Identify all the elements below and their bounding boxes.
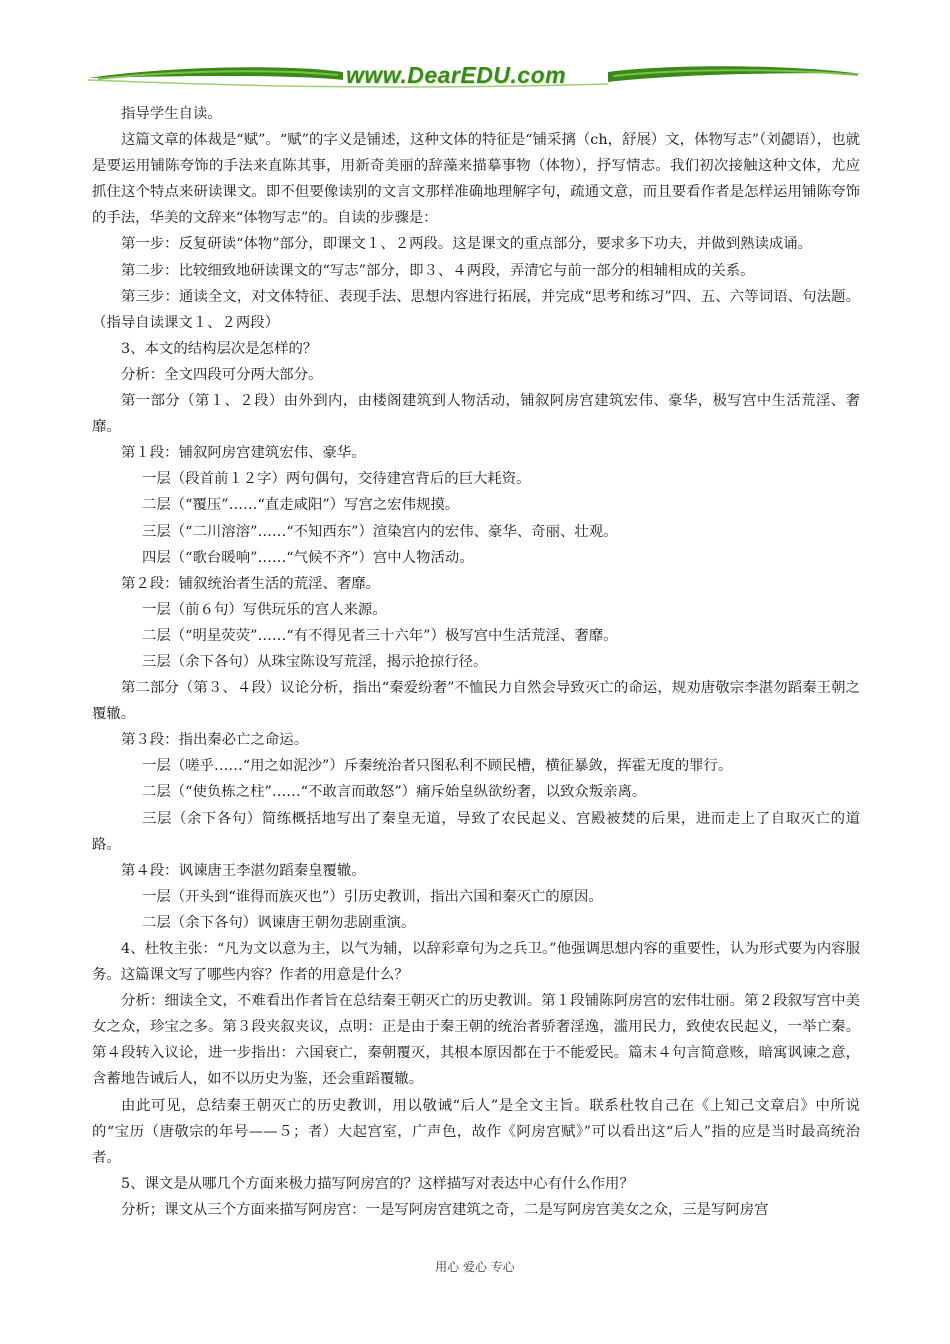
paragraph: 三层（余下各句）简练概括地写出了秦皇无道，导致了农民起义、宫殿被焚的后果，进而走上了自取灭亡的道路。 xyxy=(92,810,860,853)
paragraph: 一层（嗟乎……“用之如泥沙”）斥秦统治者只图私利不顾民槽，横征暴敛，挥霍无度的罪行。 xyxy=(142,758,733,775)
paragraph: 3、本文的结构层次是怎样的？ xyxy=(121,340,318,357)
paragraph: 一层（开头到“谁得而族灭也”）引历史教训，指出六国和秦灭亡的原因。 xyxy=(142,888,603,905)
paragraph: 第１段：铺叙阿房宫建筑宏伟、豪华。 xyxy=(121,445,366,462)
paragraph: 一层（前６句）写供玩乐的宫人来源。 xyxy=(142,601,387,618)
document-body xyxy=(92,101,860,1223)
paragraph: 分析：全文四段可分两大部分。 xyxy=(121,366,323,383)
paragraph: 分析；课文从三个方面来描写阿房宫：一是写阿房宫建筑之奇，二是写阿房宫美女之众，三是写阿房宫 xyxy=(121,1201,769,1218)
paragraph: 指导学生自读。 xyxy=(121,106,222,122)
paragraph: 4、杜牧主张：“凡为文以意为主，以气为辅，以辞彩章句为之兵卫。”他强调思想内容的重要性，认为形式要为内容服务。这篇课文写了哪些内容？作者的用意是什么？ xyxy=(92,941,860,984)
paragraph: 三层（余下各句）从珠宝陈设写荒淫，揭示抢掠行径。 xyxy=(142,653,488,670)
site-logo-text: www.DearEDU.com xyxy=(346,62,567,88)
paragraph: 三层（“二川溶溶”……“不知西东”）渲染宫内的宏伟、豪华、奇丽、壮观。 xyxy=(142,523,618,540)
paragraph: 分析：细读全文，不难看出作者旨在总结秦王朝灭亡的历史教训。第１段铺陈阿房宫的宏伟壮丽。第２段叙写宫中美女之众，珍宝之多。第３段夹叙夹议，点明：正是由于秦王朝的统治者骄奢淫逸，滥用民力，致使农民起义，一举亡秦。第４段转入议论，进一步指出：六国衰亡，秦朝覆灭，其根本原因都在于不能爱民。篇末４句言简意赅，暗寓讽谏之意，含蓄地告诫后人，如不以历史为鉴，还会重蹈覆辙。 xyxy=(92,993,860,1088)
paragraph: 第二步：比较细致地研读课文的“写志”部分，即３、４两段，弄清它与前一部分的相辅相成的关系。 xyxy=(121,262,755,279)
paragraph: 二层（“明星荧荧”……“有不得见者三十六年”）极写宫中生活荒淫、奢靡。 xyxy=(142,627,618,644)
site-header-banner xyxy=(88,60,862,98)
paragraph: 二层（余下各句）讽谏唐王朝勿悲剧重演。 xyxy=(142,914,416,931)
paragraph: 四层（“歌台暖响”……“气候不齐”）宫中人物活动。 xyxy=(142,549,474,566)
paragraph: 第一部分（第１、２段）由外到内，由楼阁建筑到人物活动，铺叙阿房宫建筑宏伟、豪华，极写宫中生活荒淫、奢靡。 xyxy=(92,393,860,436)
paragraph: 第３段：指出秦必亡之命运。 xyxy=(121,732,309,749)
paragraph: 二层（“覆压”……“直走咸阳”）写宫之宏伟规摸。 xyxy=(142,497,460,514)
paragraph: 这篇文章的体裁是“赋”。“赋”的字义是铺述，这种文体的特征是“铺采摛（ch，舒展）文，体物写志”（刘勰语），也就是要运用铺陈夸饰的手法来直陈其事，用新奇美丽的辞藻来描摹事物（体物），抒写情志。我们初次接触这种文体，尤应抓住这个特点来研读课文。即不但要像读别的文言文那样准确地理解字句，疏通文意，而且要看作者是怎样运用铺陈夸饰的手法，华美的文辞来“体物写志”的。自读的步骤是： xyxy=(92,132,860,227)
paragraph: 一层（段首前１２字）两句偶句，交待建宫背后的巨大耗资。 xyxy=(142,471,531,488)
page-footer: 用心 爱心 专心 xyxy=(435,1260,515,1274)
paragraph: 第一步：反复研读“体物”部分，即课文１、２两段。这是课文的重点部分，要求多下功夫，并做到熟读成诵。 xyxy=(121,236,813,253)
paragraph: 第４段：讽谏唐王李湛勿蹈秦皇覆辙。 xyxy=(121,862,366,879)
paragraph: 5、课文是从哪几个方面来极力描写阿房宫的？这样描写对表达中心有什么作用？ xyxy=(121,1175,634,1192)
paragraph: 第三步：通读全文，对文体特征、表现手法、思想内容进行拓展，并完成“思考和练习”四、五、六等词语、句法题。（指导自读课文１、２两段） xyxy=(92,288,860,331)
paragraph: 由此可见，总结秦王朝灭亡的历史教训，用以敬诫“后人”是全文主旨。联系杜牧自己在《上知己文章启》中所说的“宝历（唐敬宗的年号——５；者）大起宫室，广声色，故作《阿房宫赋》”可以看出这“后人”指的应是当时最高统治者。 xyxy=(92,1097,860,1166)
paragraph: 第２段：铺叙统治者生活的荒淫、奢靡。 xyxy=(121,575,381,592)
paragraph: 二层（“使负栋之柱”……“不敢言而敢怒”）痛斥始皇纵欲纷奢，以致众叛亲离。 xyxy=(142,784,647,801)
paragraph: 第二部分（第３、４段）议论分析，指出“秦爱纷奢”不恤民力自然会导致灭亡的命运，规劝唐敬宗李湛勿蹈秦王朝之覆辙。 xyxy=(92,680,860,723)
